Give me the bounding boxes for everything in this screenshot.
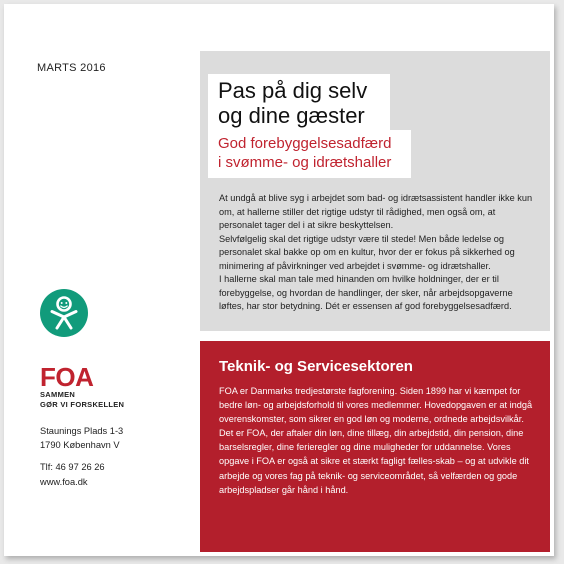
publication-date: MARTS 2016 [37, 62, 106, 74]
child-figure-icon [40, 289, 88, 337]
tagline-line-1: SAMMEN [40, 390, 76, 399]
intro-text [219, 192, 535, 314]
address-street: Staunings Plads 1-3 [40, 426, 124, 436]
intro-paragraph: Selvfølgelig skal det rigtige udstyr være til stede! Men både ledelse og personalet skal bakke op om en kultur, hvor der er fokus på sikkerhed og minimering af påvirkninger ved arbejdet i svømme- og idrætshaller. [219, 233, 515, 271]
intro-paragraph: I hallerne skal man tale med hinanden om hvilke holdninger, der er til forebyggelse, og hvordan de handlinger, der sker, når arbejdsopgaverne løftes, har stor betydning. Dét er essensen af god forebyggelsesadfærd. [219, 274, 513, 311]
phone-number: Tlf: 46 97 26 26 [40, 462, 105, 472]
address [40, 425, 123, 452]
subtitle-line-1: God forebyggelsesadfærd [218, 135, 392, 152]
foa-logo: FOA [40, 362, 94, 392]
title-line-2: og dine gæster [218, 103, 365, 128]
website-link[interactable]: www.foa.dk [40, 477, 88, 487]
intro-paragraph: At undgå at blive syg i arbejdet som bad- og idrætsassistent handler ikke kun om, at hallerne stiller det rigtige udstyr til rådighed, men også om, at personalet tager del i at sikre beskyttelsen. [219, 193, 533, 230]
address-city: 1790 København V [40, 439, 120, 450]
contact-info [40, 460, 105, 490]
subtitle-line-2: i svømme- og idrætshaller [218, 154, 392, 171]
subtitle-box [208, 130, 411, 178]
tagline-line-2: GØR VI FORSKELLEN [40, 399, 125, 409]
sector-title: Teknik- og Servicesektoren [219, 358, 413, 375]
sector-body: FOA er Danmarks tredjestørste fagforening. Siden 1899 har vi kæmpet for bedre løn- og arbejdsforhold til vores medlemmer. Hovedopgaven er at indgå overenskomster, som sikrer en god løn og moderne, ordnede arbejdsvilkår. Det er FOA, der aftaler din løn, dine tillæg, din arbejdstid, din pension, dine barselsregler, dine ferieregler og dine muligheder for uddannelse. Vores opgave i FOA er også at sikre et stærkt fagligt fælles-skab – og at udvikle dit arbejde og vores fag på teknik- og serviceområdet, så velfærden og gode arbejdspladser går hånd i hånd. [219, 386, 533, 495]
title-line-1: Pas på dig selv [218, 78, 368, 103]
title-box [208, 74, 390, 130]
tagline [40, 390, 124, 409]
